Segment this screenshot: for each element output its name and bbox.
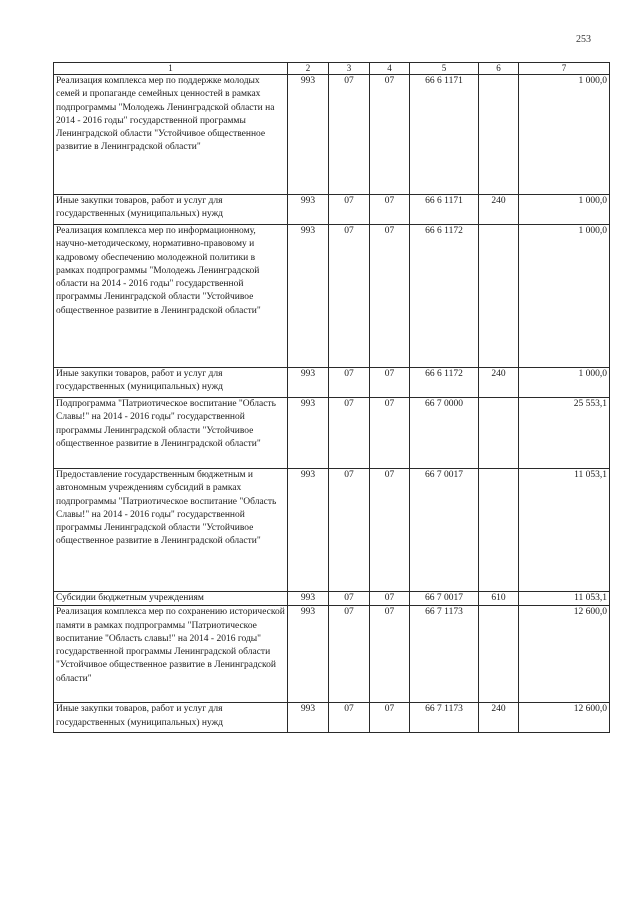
row-description: Иные закупки товаров, работ и услуг для государственных (муниципальных) нужд: [54, 703, 288, 733]
table-row: [54, 703, 610, 733]
column-header-7: 7: [519, 63, 610, 75]
row-col-6: 240: [479, 703, 519, 733]
row-col-4: 07: [370, 703, 410, 733]
table-header: [54, 63, 610, 75]
row-col-3: 07: [329, 398, 370, 469]
row-col-5: 66 6 1171: [410, 75, 479, 195]
table-row: [54, 368, 610, 398]
row-col-3: 07: [329, 225, 370, 368]
page-number: 253: [576, 34, 591, 45]
row-description: Предоставление государственным бюджетным и автономным учреждениям субсидий в рамках подпрограммы "Патриотическое воспитание "Область Славы!" на 2014 - 2016 годы" государственной программы Ленинградской области "Устойчивое общественное развитие в Ленинградской области": [54, 469, 288, 592]
row-col-6: [479, 398, 519, 469]
row-col-3: 07: [329, 469, 370, 592]
row-col-3: 07: [329, 368, 370, 398]
header-row: [54, 63, 610, 75]
row-col-6: [479, 469, 519, 592]
row-col-2: 993: [288, 398, 329, 469]
budget-table: [53, 62, 610, 733]
row-col-2: 993: [288, 703, 329, 733]
row-col-3: 07: [329, 606, 370, 703]
row-col-4: 07: [370, 398, 410, 469]
row-col-2: 993: [288, 469, 329, 592]
row-col-7: 25 553,1: [519, 398, 610, 469]
column-header-5: 5: [410, 63, 479, 75]
row-col-2: 993: [288, 592, 329, 606]
row-col-7: 1 000,0: [519, 225, 610, 368]
table-row: [54, 75, 610, 195]
table-row: [54, 195, 610, 225]
table-row: [54, 398, 610, 469]
column-header-2: 2: [288, 63, 329, 75]
row-col-7: 1 000,0: [519, 195, 610, 225]
table-row: [54, 592, 610, 606]
row-col-6: [479, 75, 519, 195]
row-col-2: 993: [288, 225, 329, 368]
row-col-7: 1 000,0: [519, 368, 610, 398]
row-description: Иные закупки товаров, работ и услуг для государственных (муниципальных) нужд: [54, 368, 288, 398]
row-description: Реализация комплекса мер по сохранению исторической памяти в рамках подпрограммы "Патриотическое воспитание "Область славы!" на 2014 - 2016 годы" государственной программы Ленинградской области "Устойчивое общественное развитие в Ленинградской области": [54, 606, 288, 703]
row-col-6: [479, 606, 519, 703]
row-col-5: 66 6 1172: [410, 368, 479, 398]
table-body: [54, 75, 610, 733]
table-row: [54, 469, 610, 592]
table-row: [54, 225, 610, 368]
row-col-5: 66 7 0017: [410, 592, 479, 606]
row-col-3: 07: [329, 195, 370, 225]
row-description: Иные закупки товаров, работ и услуг для государственных (муниципальных) нужд: [54, 195, 288, 225]
row-col-2: 993: [288, 75, 329, 195]
row-col-3: 07: [329, 703, 370, 733]
row-col-5: 66 6 1172: [410, 225, 479, 368]
row-col-7: 1 000,0: [519, 75, 610, 195]
row-col-4: 07: [370, 75, 410, 195]
row-col-5: 66 7 0000: [410, 398, 479, 469]
row-col-6: 240: [479, 195, 519, 225]
column-header-3: 3: [329, 63, 370, 75]
row-col-7: 11 053,1: [519, 592, 610, 606]
row-description: Подпрограмма "Патриотическое воспитание "Область Славы!" на 2014 - 2016 годы" государственной программы Ленинградской области "Устойчивое общественное развитие в Ленинградской области": [54, 398, 288, 469]
row-col-2: 993: [288, 606, 329, 703]
column-header-4: 4: [370, 63, 410, 75]
row-col-4: 07: [370, 469, 410, 592]
table-row: [54, 606, 610, 703]
row-col-2: 993: [288, 368, 329, 398]
row-col-3: 07: [329, 75, 370, 195]
row-col-7: 11 053,1: [519, 469, 610, 592]
column-header-1: 1: [54, 63, 288, 75]
row-col-4: 07: [370, 368, 410, 398]
row-col-5: 66 7 1173: [410, 703, 479, 733]
row-col-2: 993: [288, 195, 329, 225]
row-col-5: 66 7 0017: [410, 469, 479, 592]
row-col-6: [479, 225, 519, 368]
row-col-7: 12 600,0: [519, 606, 610, 703]
column-header-6: 6: [479, 63, 519, 75]
row-col-4: 07: [370, 606, 410, 703]
row-col-6: 610: [479, 592, 519, 606]
row-description: Субсидии бюджетным учреждениям: [54, 592, 288, 606]
row-col-3: 07: [329, 592, 370, 606]
row-description: Реализация комплекса мер по поддержке молодых семей и пропаганде семейных ценностей в рамках подпрограммы "Молодежь Ленинградской области на 2014 - 2016 годы" государственной программы Ленинградской области "Устойчивое общественное развитие в Ленинградской области": [54, 75, 288, 195]
row-col-4: 07: [370, 225, 410, 368]
row-col-6: 240: [479, 368, 519, 398]
row-col-4: 07: [370, 195, 410, 225]
row-col-7: 12 600,0: [519, 703, 610, 733]
row-col-5: 66 6 1171: [410, 195, 479, 225]
row-description: Реализация комплекса мер по информационному, научно-методическому, нормативно-правовому и кадровому обеспечению молодежной политики в рамках подпрограммы "Молодежь Ленинградской области на 2014 - 2016 годы" государственной программы Ленинградской области "Устойчивое общественное развитие в Ленинградской области": [54, 225, 288, 368]
row-col-5: 66 7 1173: [410, 606, 479, 703]
row-col-4: 07: [370, 592, 410, 606]
